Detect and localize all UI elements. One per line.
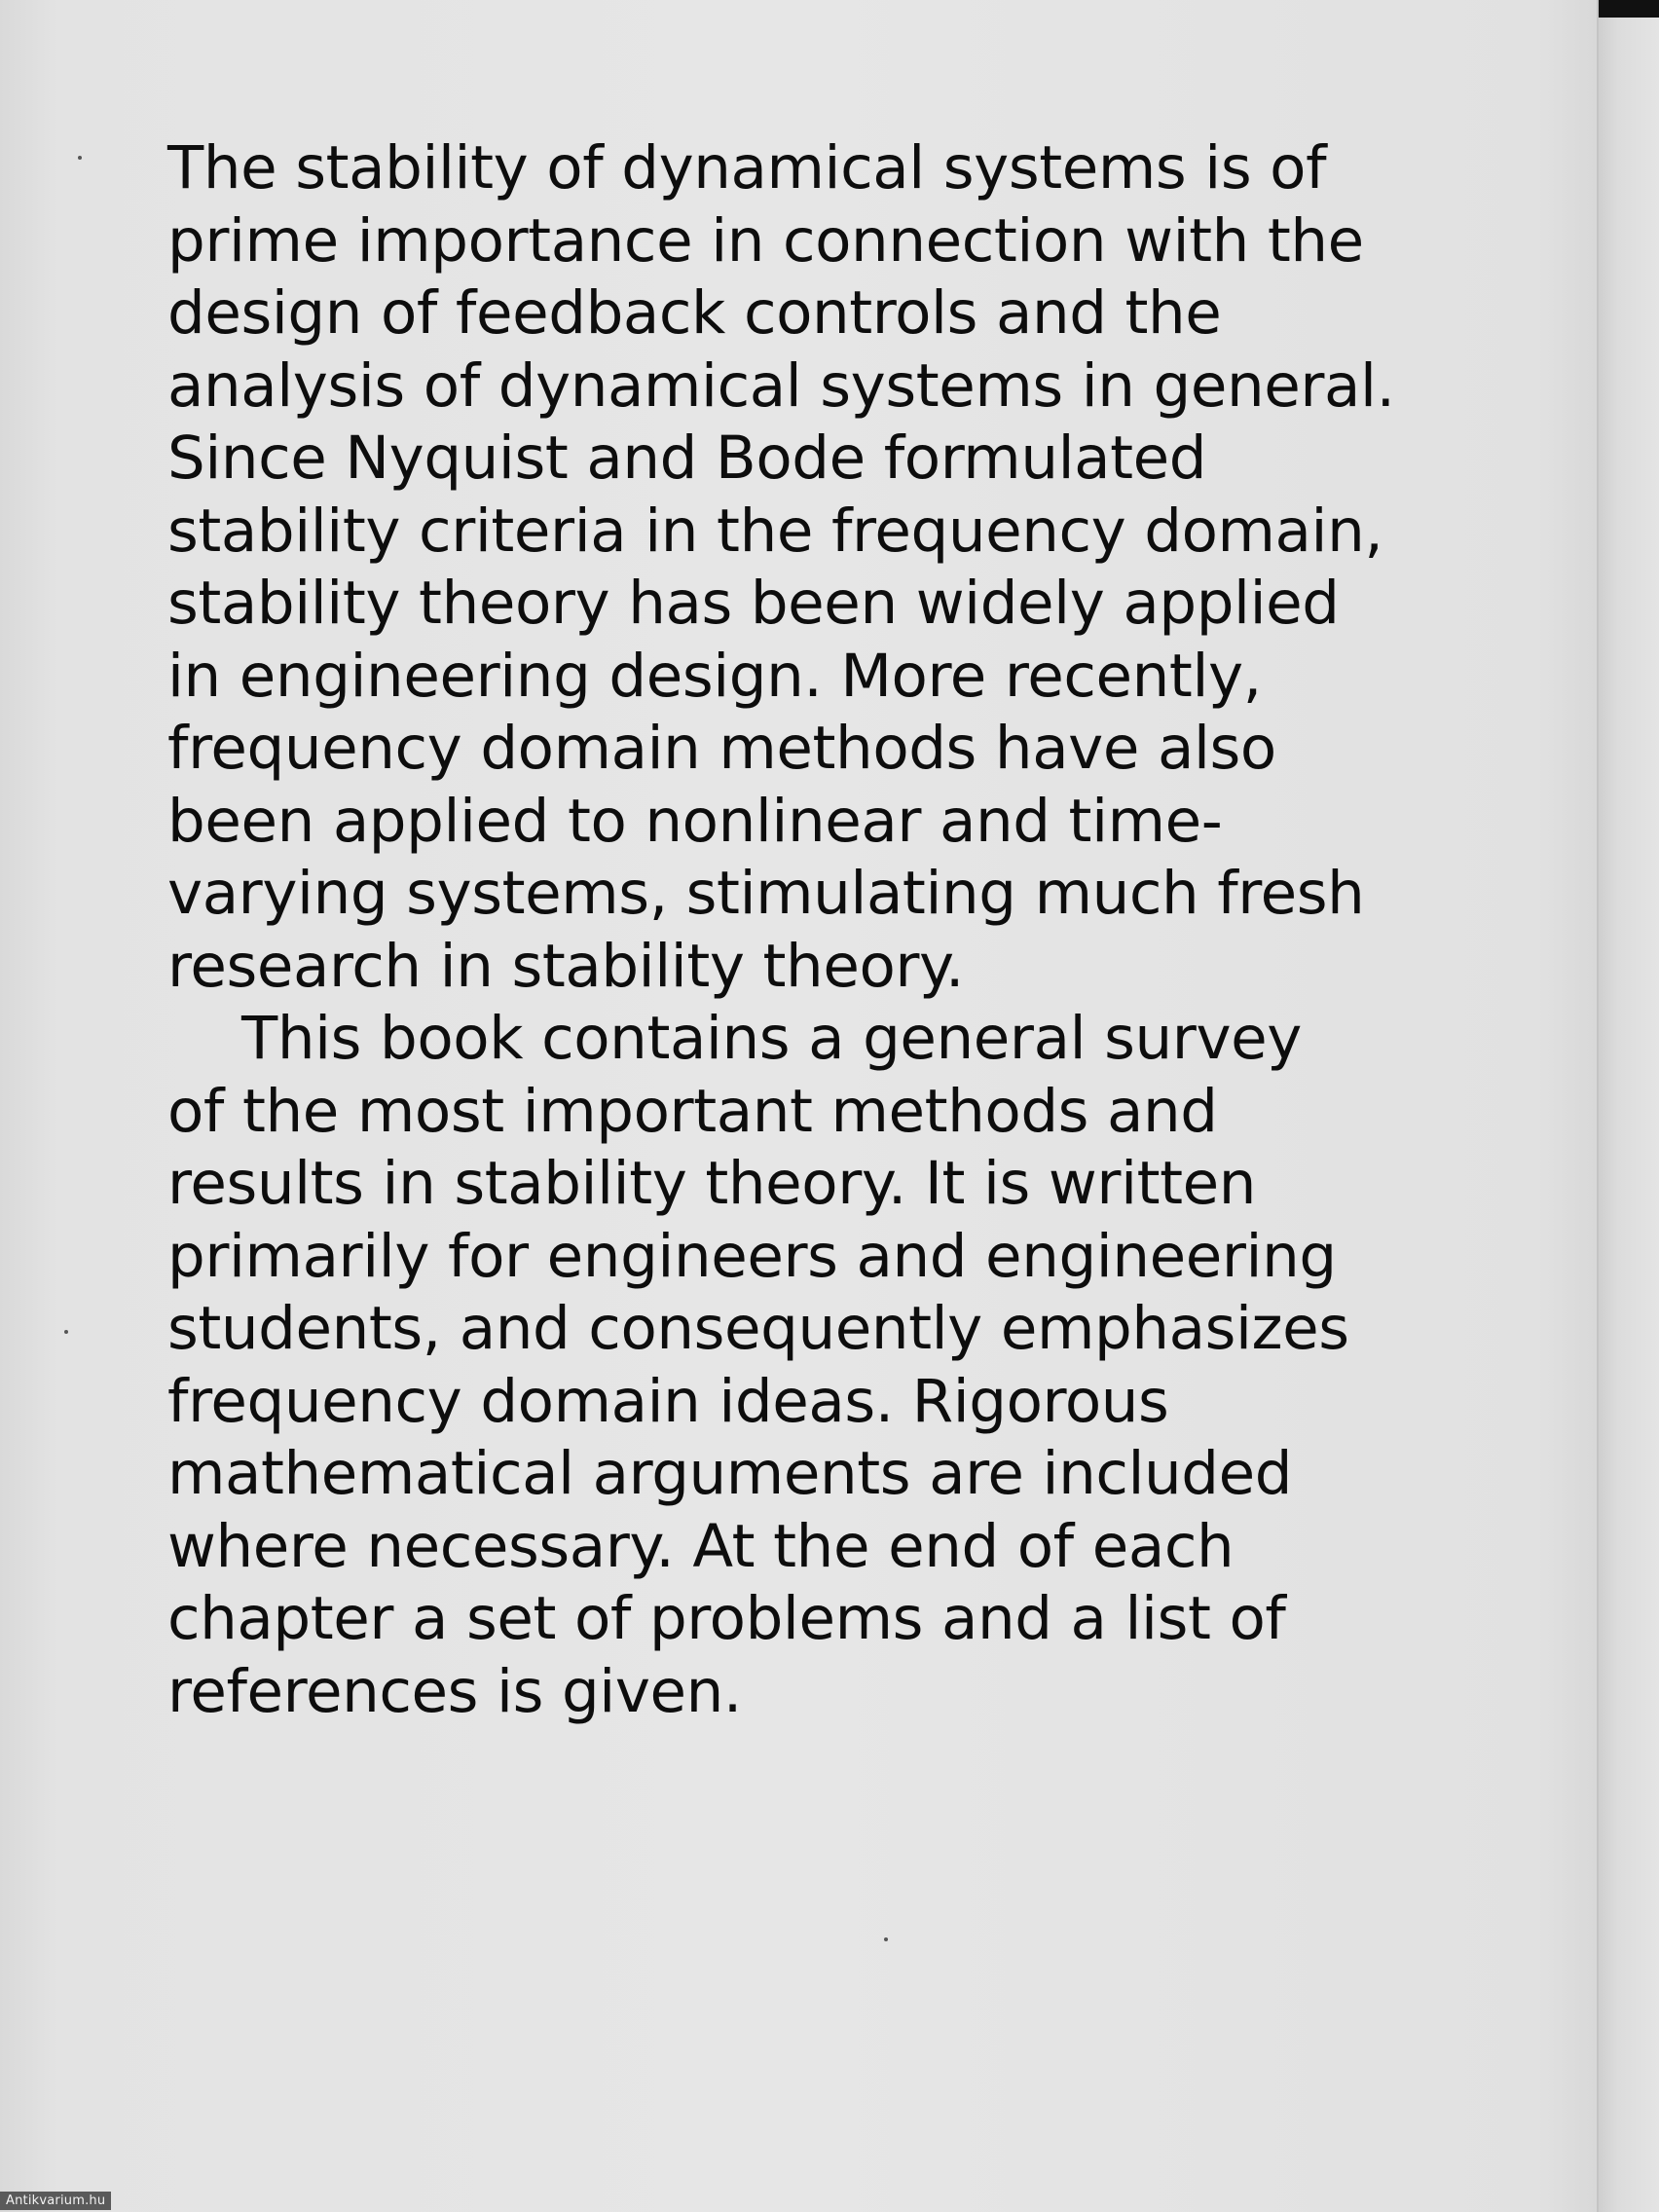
watermark: Antikvarium.hu xyxy=(0,2192,111,2210)
text-line: of the most important methods and xyxy=(167,1076,1218,1146)
text-line: stability theory has been widely applied xyxy=(167,569,1340,638)
text-line: varying systems, stimulating much fresh xyxy=(167,859,1365,928)
speck xyxy=(64,1330,68,1334)
text-line: The stability of dynamical systems is of xyxy=(167,133,1327,203)
text-line: where necessary. At the end of each xyxy=(167,1511,1235,1581)
text-line: in engineering design. More recently, xyxy=(167,641,1262,711)
text-line: references is given. xyxy=(167,1656,742,1726)
text-line: stability criteria in the frequency domain, xyxy=(167,496,1383,566)
blurb-text xyxy=(167,132,1530,1728)
text-line: mathematical arguments are included xyxy=(167,1439,1293,1508)
text-line: frequency domain ideas. Rigorous xyxy=(167,1366,1169,1436)
text-line: research in stability theory. xyxy=(167,931,965,1001)
text-line: This book contains a general survey xyxy=(241,1004,1302,1073)
text-line: been applied to nonlinear and time- xyxy=(167,786,1223,856)
speck xyxy=(884,1937,888,1941)
text-line: frequency domain methods have also xyxy=(167,714,1276,783)
corner-shadow xyxy=(1599,0,1659,18)
text-line: Since Nyquist and Bode formulated xyxy=(167,424,1207,493)
text-line: prime importance in connection with the xyxy=(167,205,1364,276)
page-edge xyxy=(1597,0,1659,2212)
text-line: chapter a set of problems and a list of xyxy=(167,1584,1286,1653)
text-line: results in stability theory. It is written xyxy=(167,1149,1257,1218)
text-line: analysis of dynamical systems in general. xyxy=(167,350,1395,421)
text-line: design of feedback controls and the xyxy=(167,278,1222,348)
text-line: primarily for engineers and engineering xyxy=(167,1221,1337,1291)
text-line: students, and consequently emphasizes xyxy=(167,1294,1349,1363)
speck xyxy=(78,156,82,160)
